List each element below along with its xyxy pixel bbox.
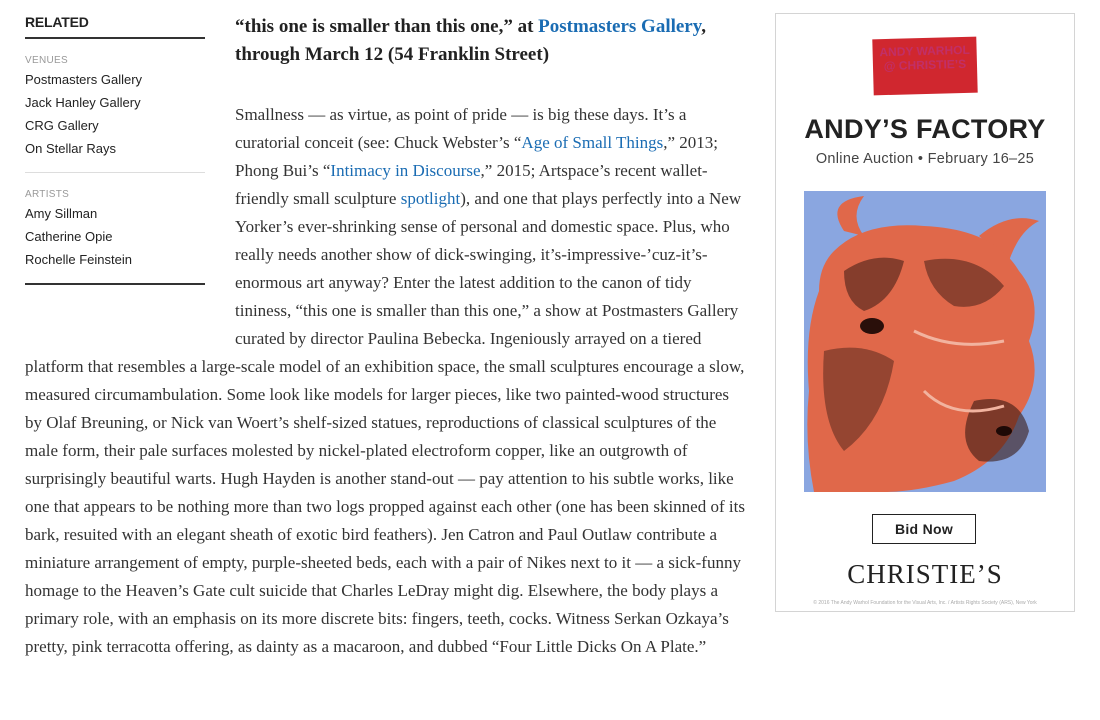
body-text-3: ,” 2015; Artspace’s recent wallet-friendly small sculpture <box>235 161 708 208</box>
andy-warhol-christies-logo <box>872 37 977 96</box>
venues-label: VENUES <box>25 55 68 66</box>
venue-link-on-stellar-rays[interactable]: On Stellar Rays <box>25 141 117 156</box>
ad-fineprint: © 2016 The Andy Warhol Foundation for the Visual Arts, Inc. / Artists Rights Society (ARS), New York <box>813 600 1037 606</box>
body-text-1: Smallness — as virtue, as point of pride — is big these days. It’s a curatorial conceit (see: Chuck Webster’s “ <box>235 105 687 152</box>
venue-link-crg-gallery[interactable]: CRG Gallery <box>25 118 99 133</box>
logo-line-2: @ CHRISTIE’S <box>883 56 967 74</box>
sidebar-float-spacer <box>25 13 235 351</box>
ad-subtitle: Online Auction • February 16–25 <box>815 151 1035 167</box>
heading-title-text: “this one is smaller than this one,” at <box>235 16 539 37</box>
bid-now-button[interactable]: Bid Now <box>872 514 976 544</box>
related-heading: RELATED <box>25 14 205 39</box>
christies-brand-logo: CHRISTIE’S <box>847 559 1003 589</box>
heading-dates-text: , through March 12 (54 Franklin Street) <box>235 16 706 65</box>
venue-link-postmasters-gallery[interactable]: Postmasters Gallery <box>25 72 143 87</box>
cow-illustration <box>804 191 1046 492</box>
intimacy-in-discourse-link[interactable]: Intimacy in Discourse <box>330 161 481 180</box>
warhol-cow-artwork <box>804 191 1046 492</box>
artist-link-catherine-opie[interactable]: Catherine Opie <box>25 229 113 244</box>
body-text-4: ), and one that plays perfectly into a New Yorker’s ever-shrinking sense of personal and domestic space. Plus, who really needs another show of dick-swinging, it’s-impressive-’cuz-it’s-enormous art anyway? Enter the latest addition to the canon of tidy tininess, “this one is smaller than this one,” a show at Postmasters Gallery curated by director Paulina Bebecka. Ingeniously arrayed on a tiered platform that resembles a large-scale model of an exhibition space, the small sculptures encourage a slow, measured circumambulation. Some look like models for larger pieces, like two painted-wood structures by Olaf Breuning, or Nick van Woert’s shelf-sized statues, reproductions of classical sculptures of the male form, their pale surfaces molested by nickel-plated electroform copper, like an outgrowth of surprisingly beautiful warts. Hugh Hayden is another stand-out — pay attention to his subtle works, like one that appears to be nothing more than two logs propped against each other (one has been skinned of its bark, resuited with an elegant sheath of exotic bird feathers). Jen Catron and Paul Outlaw contribute a miniature arrangement of empty, purple-sheeted beds, each with a pair of Nikes next to it — a sick-funny homage to the Heaven’s Gate cult suicide that Charles LeDray might dig. Elsewhere, the body plays a primary role, with an emphasis on its more discrete bits: fingers, teeth, cocks. Witness Serkan Ozkaya’s pretty, pink terracotta offering, as dainty as a macaroon, and dubbed “Four Little Dicks On A Plate.” <box>25 189 745 656</box>
artists-label: ARTISTS <box>25 189 70 200</box>
article <box>25 13 745 661</box>
age-of-small-things-link[interactable]: Age of Small Things <box>521 133 664 152</box>
heading-venue-link[interactable]: Postmasters Gallery <box>538 16 702 37</box>
logo-line-1: ANDY WARHOL <box>879 42 970 60</box>
venue-link-jack-hanley-gallery[interactable]: Jack Hanley Gallery <box>25 95 141 110</box>
artist-link-amy-sillman[interactable]: Amy Sillman <box>25 206 98 221</box>
ad-title: ANDY’S FACTORY <box>804 114 1046 144</box>
artist-link-rochelle-feinstein[interactable]: Rochelle Feinstein <box>25 252 132 267</box>
bottom-fade-overlay <box>0 686 1100 720</box>
christies-advertisement[interactable] <box>775 13 1075 612</box>
body-text-2: ,” 2013; Phong Bui’s “ <box>235 133 719 180</box>
spotlight-link[interactable]: spotlight <box>400 189 461 208</box>
